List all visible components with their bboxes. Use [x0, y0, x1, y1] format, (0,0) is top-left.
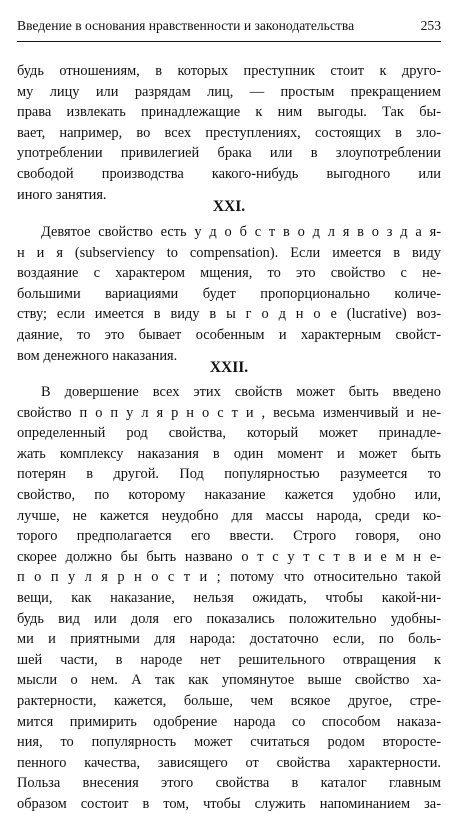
text-line: ния, то популярность может считаться родом второсте- [17, 734, 441, 751]
text-line: торого предполагается его ввести. Строго говоря, оно [17, 528, 441, 545]
header-rule [17, 41, 441, 42]
running-title: Введение в основания нравственности и законодательства [17, 18, 355, 33]
page-number: 253 [420, 18, 441, 33]
text-line: иного занятия. [17, 186, 107, 203]
text-line: вает, например, во всех преступлениях, состоящих в зло- [17, 124, 441, 141]
text-line: мится примирить одобрение народа со способом наказа- [17, 713, 441, 730]
text-line: свойство, по которому наказание кажется удобно или, [17, 486, 441, 503]
text-line: вом денежного наказания. [17, 347, 178, 364]
text-line: му лицу или разрядам лиц, — простым прекращением [17, 83, 441, 100]
text-line: права извлекать принадлежащие к ним выгоды. Так бы- [17, 104, 441, 121]
text-line: большими вариациями будет пропорционально количе- [17, 285, 441, 302]
text-line: употреблении привилегией брака или в злоупотреблении [17, 145, 441, 162]
text-line: лучше, не кажется неудобно для массы народа, среди ко- [17, 507, 441, 524]
text-line: образом состоит в том, чтобы служить напоминанием за- [17, 795, 441, 812]
running-header [17, 17, 441, 35]
section-heading-xxii: XXII. [209, 359, 249, 376]
text-line: пенного качества, зависящего от свойства характерности. [17, 754, 441, 771]
text-line: п о п у л я р н о с т и ; потому что относительно такой [17, 569, 441, 586]
text-line: определенный род свойства, который может принадле- [17, 425, 441, 442]
section-xxii-paragraph [17, 382, 441, 814]
text-line: будь вид или доля его показались положительно удобны- [17, 610, 441, 627]
text-line: вещи, как наказание, нельзя ожидать, чтобы какой-ни- [17, 589, 441, 606]
intro-paragraph [17, 61, 441, 205]
text-line: рактерности, кажется, больше, чем всякое другое, стре- [17, 692, 441, 709]
text-line: потерян в другой. Под популярностью разумеется то [17, 466, 441, 483]
text-line: воздаяние с характером мщения, то это свойство с не- [17, 265, 441, 282]
text-line: Польза внесения этого свойства в каталог главным [17, 775, 441, 792]
text-line: будь отношениям, в которых преступник стоит к друго- [17, 63, 441, 79]
text-line: ству; если имеется в виду в ы г о д н о е (lucrative) воз- [17, 306, 441, 323]
section-heading-xxi: XXI. [212, 198, 246, 215]
text-line: шей части, в народе нет решительного отвращения к [17, 651, 441, 668]
text-line: свободой производства какого-нибудь выгодного или [17, 165, 441, 182]
text-line: даяние, то это бывает особенным и характерным свойст- [17, 326, 441, 343]
text-line: н и я (subserviency to compensation). Если имеется в виду [17, 244, 441, 261]
text-line: ми и приятными для народа: достаточно если, по боль- [17, 631, 441, 648]
text-line: В довершение всех этих свойств может быть введено [41, 384, 441, 400]
text-line: скорее должно бы быть названо о т с у т с т в и е м н е- [17, 548, 441, 565]
text-line: мысли о нем. А так как упомянутое выше свойство ха- [17, 672, 441, 689]
text-line: свойство п о п у л я р н о с т и , весьма изменчивый и не- [17, 404, 441, 421]
section-xxi-paragraph [17, 222, 441, 366]
text-line: жать комплексу наказания в один момент и может быть [17, 445, 441, 462]
text-line: Девятое свойство есть у д о б с т в о д л я в о з д а я- [41, 224, 441, 240]
